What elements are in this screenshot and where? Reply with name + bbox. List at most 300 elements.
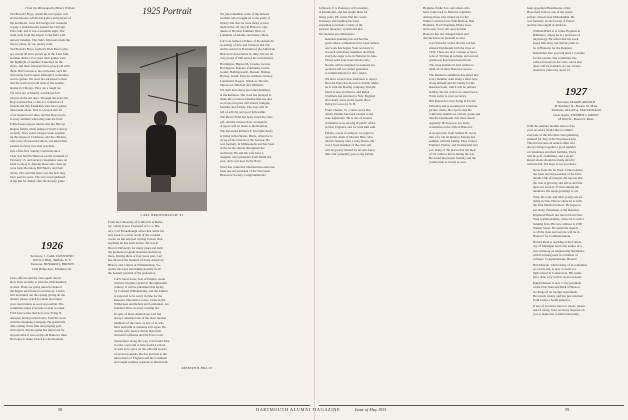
- text-line: was formerly in Minneapolis and has been: [220, 142, 275, 147]
- paragraph: [4, 47, 100, 90]
- class-1927-officers: [527, 100, 625, 122]
- text-line: Mack is now in Denver, and Ralph: [325, 89, 370, 94]
- text-line: living in New Haven where he is with: [533, 199, 582, 204]
- photo-caption: CARL BRIDENBAUGH '25: [140, 213, 184, 217]
- text-line: lost its games. We were not surprised to hear: [10, 77, 67, 82]
- text-line: report the death of Morton Hale, who: [325, 134, 373, 139]
- text-line: wives, who said the snow was the best they: [10, 170, 66, 175]
- text-line: have done very well in recent seasons.: [533, 275, 582, 280]
- text-line: the Yale Medical School. He hopes to: [533, 203, 581, 208]
- text-line: Reunion planning has reached the: [325, 37, 369, 42]
- text-line: of classmates and their families. There: [527, 149, 577, 154]
- text-line: anything he has done before. He was at: [108, 241, 159, 246]
- text-line: been appointed Headmaster of the: [527, 6, 571, 10]
- footer-rule: [4, 405, 310, 406]
- text-line: Word has come that Sherman Knowles has: [220, 164, 275, 169]
- paragraph: [319, 131, 415, 157]
- text-line: should be placed by April 15.: [533, 68, 571, 73]
- text-line: Somewhere along the way, Carl found time: [114, 338, 170, 343]
- text-line: Carl's latest book, Seat of Empire, deals: [114, 276, 165, 281]
- text-line: many years. He writes that his course: [319, 14, 367, 19]
- text-line: universities of England and the Continent: [114, 355, 168, 360]
- text-line: Raymond Beach has moved from New: [533, 213, 583, 218]
- page-number-right: 59: [565, 407, 570, 412]
- text-line: on the slopes of Cranmore, and the children,: [10, 135, 67, 140]
- text-line: always brings together a good number: [527, 145, 576, 150]
- text-line: time raising citrus fruit and playing golf,: [10, 324, 62, 329]
- text-line: postwar monetary system and that: [319, 27, 363, 32]
- text-line: of the First National Bank of Boston,: [533, 285, 581, 290]
- paragraph: [214, 165, 310, 178]
- paragraph: [423, 99, 519, 129]
- text-line: Harrington, Hepworth, Cowles, Gerow,: [220, 61, 271, 66]
- treasurer-1926: Treasurer, HOWARD S. BROWN: [30, 262, 74, 267]
- text-line: have seen in years. The old crowd gathered: [10, 174, 66, 179]
- text-line: is living in Rochester, Minn., where he is: [220, 133, 273, 138]
- text-line: who were all seasoned skiers, out-skied their: [10, 139, 68, 144]
- signature: KENNETH H. HILL '25: [181, 365, 212, 370]
- text-line: it every summer when they take the field.: [10, 116, 63, 121]
- text-line: received and we cannot guarantee: [325, 66, 369, 71]
- text-line: Sherwood, Mitchell and Williams.: [220, 82, 264, 87]
- text-line: Reunion book, which will be printed: [429, 85, 476, 90]
- text-line: keeps him busy, but that he plans to: [533, 41, 579, 46]
- text-line: parents in every race that was held.: [10, 143, 55, 148]
- text-line: Chalmers has returned to New England: [325, 93, 376, 98]
- text-line: Harvey, Grudi, Parsons, Johnson, Kelsey,: [220, 74, 273, 79]
- text-line: died in January after a long illness. He: [325, 139, 375, 144]
- paragraph: [108, 312, 212, 338]
- text-line: the northwest, were in Chicago last weekend: [10, 20, 68, 25]
- text-line: classmates at the 25th in Hanover.: [429, 124, 473, 129]
- secretary-1927: Secretary, DOANE ARNOLD: [556, 100, 596, 104]
- text-line: have come back to Hanover regularly.: [423, 10, 472, 15]
- text-line: these will be available at cost. Orders: [533, 64, 581, 69]
- text-line: his students are enthusiastic.: [319, 31, 356, 36]
- text-line: recently. They spent a happy week together: [10, 130, 66, 135]
- text-line: everyone eager to be in Hanover in June.: [325, 54, 378, 59]
- text-line: there are several '27 men among the: [533, 184, 579, 189]
- text-line: at Dartmouth, and has taught there for: [319, 10, 368, 15]
- text-line: History and Culture at Williamsburg, Va.,: [108, 262, 161, 267]
- text-line: very proud of him and of his contribution.: [220, 55, 274, 60]
- text-line: that the team won both ends of the double-: [10, 81, 65, 86]
- paragraph: [4, 276, 100, 310]
- text-line: February 15, and several classmates were on: [10, 157, 67, 162]
- text-line: expanded to include a study of the: [319, 23, 363, 27]
- text-line: your secretary would like to remind: [527, 128, 573, 133]
- text-line: have seen him at reunions will agree. He: [114, 324, 166, 329]
- text-line: The Pierce Fund has been voted the class: [220, 115, 273, 120]
- text-line: Wilderness and Rebels and Gentlemen, are: [114, 302, 169, 307]
- text-line: your reservations as soon as possible. The: [10, 301, 64, 306]
- text-line: we hope everyone will attend, bringing: [220, 101, 270, 106]
- text-line: in charge of its foreign department.: [533, 289, 578, 294]
- text-line: that the Inn is as pleasant as ever.: [423, 35, 466, 40]
- text-line: them all on their Hanover careers.: [429, 66, 473, 71]
- text-line: A report will be made at the Reunion.: [220, 123, 268, 128]
- text-line: We shall have these and other members: [220, 88, 271, 93]
- text-line: Among those who turned up for the: [423, 14, 469, 19]
- text-line: gift, and the trustees have accepted it.: [220, 119, 268, 124]
- text-line: Ted Brown's Boys, formerly Dick Rice's play-: [10, 47, 69, 52]
- text-line: century. It will be published this spring: [114, 285, 164, 290]
- text-line: ers, nearly all have grown up in the Lake Min-: [10, 51, 70, 56]
- paragraph: [423, 6, 519, 40]
- text-line: Brainerd, Fred Chapman, Henry Geer,: [423, 23, 472, 27]
- text-line: Finally, a note of sadness: we regret to: [325, 130, 375, 135]
- text-line: with the Inn. We hope to see you there.: [527, 162, 577, 167]
- text-line: Hanover for Commencement.: [533, 234, 571, 239]
- paragraph: [527, 195, 625, 212]
- paragraph: [214, 88, 310, 114]
- paragraph: [423, 73, 519, 99]
- text-line: new book is a sober study of the colonial: [108, 232, 161, 237]
- text-line: make the occasion a memorable one and: [220, 96, 272, 101]
- text-line: point where committees have been named: [325, 41, 379, 46]
- source-line: From the Minneapolis (Minn.) Tribune: [25, 6, 75, 10]
- text-line: of us learned over time, and the Boys prove: [10, 112, 66, 117]
- text-line: Rooms will be assigned as requests are: [325, 62, 375, 67]
- text-line: between California and the East Coast.: [114, 333, 164, 338]
- text-line: has been elected president of the Dart-: [533, 172, 583, 177]
- text-line: Harold Ryan is teaching at the Univer-: [533, 240, 583, 245]
- text-line: nobody missing. The club's followers made the: [10, 37, 71, 42]
- address-1926a: 300 W. 6 Bldg., Buffalo, N. Y.: [32, 258, 72, 263]
- text-line: News from the far West: Clinton Ames: [533, 167, 583, 172]
- text-line: Academy of Arts and Sciences last fall,: [220, 43, 271, 48]
- text-line: than talent alone. That is a lesson that all: [10, 108, 62, 113]
- paragraph: [4, 91, 100, 121]
- paragraph: [319, 37, 415, 75]
- text-line: friends and that friendship wins more games: [10, 104, 67, 109]
- left-column-1-lower: [4, 276, 100, 404]
- paragraph: [4, 311, 100, 341]
- text-line: Eddie Pease reports that he met the Harvey: [10, 122, 65, 127]
- text-line: be in Hanover for the Reunion.: [533, 45, 573, 50]
- paragraph: [527, 168, 625, 194]
- text-line: as well as to serve on the editorial boards: [114, 347, 167, 352]
- text-line: sons of '26 men in college, and several: [429, 54, 479, 59]
- text-line: and he has been publishing steadily in all: [108, 266, 161, 271]
- text-line: From the University of California at Berke-: [108, 220, 164, 224]
- text-line: the learned journals of the profession.: [108, 271, 157, 275]
- text-line: and has also taught at Andover.: [527, 23, 567, 27]
- text-line: teachers who brought us to the study of: [220, 16, 271, 21]
- text-line: with the Virginia capital in the eighteenth: [114, 280, 167, 285]
- paragraph: [527, 213, 625, 239]
- text-line: regularly. He hopes to see many: [429, 120, 470, 125]
- text-line: grandsons have been heard from.: [429, 58, 472, 63]
- paragraph: [214, 129, 310, 163]
- text-line: saw many of the places that the men: [429, 147, 476, 152]
- text-line: the club is growing and active and that: [533, 180, 583, 185]
- text-line: by Colonial Williamsburg, and the edition: [114, 289, 168, 294]
- text-line: Gould, Hollingsworth, Pierson, Dunlap,: [220, 70, 271, 75]
- secretary-1926: Secretary, J. CARL TOWNSEND: [30, 254, 74, 258]
- text-line: you to make this column interesting.: [533, 312, 580, 317]
- text-line: standard titles on every reading list.: [114, 306, 160, 311]
- text-line: in June. Plans are going ahead to make it: [10, 284, 63, 289]
- text-line: Fred Lunt writes that he is now living in: [10, 311, 62, 316]
- text-line: members. He sends greetings to all.: [533, 189, 579, 194]
- paragraph: [4, 12, 100, 46]
- text-line: to play a doubleheader against the Chicago: [10, 24, 65, 29]
- text-line: ordered blazers in the class colors and: [533, 59, 582, 64]
- text-line: every member send along a short note: [429, 76, 478, 81]
- text-line: accommodations for late comers.: [325, 71, 368, 76]
- text-line: Ted Brown's Boys, whom the newspaper writ-: [10, 12, 70, 16]
- text-line: Hopkins, Eddie Fox, and others who: [423, 6, 470, 10]
- text-line: history and that we were lucky to hear: [220, 20, 269, 25]
- text-line: living in Concord, N. H.: [325, 102, 357, 107]
- text-line: of several journals. He has lectured at the: [114, 351, 167, 356]
- text-line: will be golf, swimming, and a picnic.: [527, 153, 575, 158]
- text-line: sity of Michigan and is the author of a: [533, 244, 582, 249]
- left-column-1: [4, 12, 100, 238]
- paragraph: [4, 149, 100, 183]
- text-line: which is being used in a number of: [533, 252, 578, 257]
- text-line: Haverford School, one of the oldest: [527, 10, 573, 15]
- text-line: Historical Society. Congratulations!: [220, 173, 266, 178]
- text-line: banking firm. His new address is 1500: [533, 221, 583, 226]
- text-line: Winter Carnival were Walt Hanlon, Bud: [423, 18, 475, 23]
- paragraph: [423, 41, 519, 71]
- text-line: send it along. Your secretary depends on: [533, 307, 585, 312]
- class-year-1926: 1926: [41, 240, 63, 252]
- text-line: Polo club, and it was a beautiful sight. The: [10, 29, 65, 33]
- text-line: This has become an annual affair and: [527, 141, 575, 145]
- text-line: he is with the Boeing company. Dwight: [325, 85, 376, 90]
- text-line: rector of the Church of the Saviour. He: [220, 137, 270, 142]
- text-line: In spite of these distinctions Carl has: [114, 312, 162, 317]
- text-line: full of activity and good fellowship.: [220, 109, 266, 114]
- paragraph: [319, 6, 415, 36]
- text-line: active in the church throughout the: [220, 146, 265, 151]
- text-line: were Jack Morrison, Bill Harris, and their: [10, 166, 64, 171]
- paragraph: [527, 124, 625, 167]
- page-number-left: 58: [58, 407, 63, 412]
- class-year-1927: 1927: [565, 86, 587, 98]
- text-line: the highlight of summer Saturdays on the: [10, 60, 63, 65]
- text-line: the largest and finest in our history. Letters: [10, 288, 65, 293]
- text-line: at the Inn for dinner after the hockey game.: [10, 179, 66, 184]
- paragraph: [214, 12, 310, 38]
- text-line: netonka district. For years their games were: [10, 55, 66, 60]
- right-column-3-lower: [527, 124, 625, 402]
- magazine-title: DARTMOUTH ALUMNI MAGAZINE: [256, 407, 341, 412]
- text-line: for the parade. The committee has: [533, 55, 577, 60]
- text-line: Rogers family while skiing at North Conway: [10, 126, 68, 131]
- text-line: in May. Do not wait to be asked twice.: [429, 89, 479, 94]
- text-line: tory, Carl Bridenbaugh writes that while his: [108, 228, 164, 233]
- text-line: daughter who graduated from Smith last: [220, 154, 272, 159]
- paragraph: [527, 263, 625, 280]
- text-line: Historical Association in 1962. We are all: [220, 51, 274, 56]
- text-line: to raise a son and to help found a school,: [114, 343, 167, 348]
- text-line: He hopes to make it back for the Reunion.: [10, 336, 64, 341]
- paragraph: [319, 108, 415, 129]
- text-line: with the telephone company. He spends his: [10, 319, 66, 324]
- text-line: Walnut Street. He sends his regards: [533, 225, 579, 230]
- text-line: trip by plane, by car, and by train.: [10, 41, 54, 46]
- paragraph: [527, 29, 625, 50]
- right-column-1: [319, 6, 415, 402]
- paragraph: [319, 77, 415, 107]
- text-line: players in the old days. Through the years the: [10, 95, 69, 100]
- text-line: new textbook on engineering mechanics: [533, 248, 585, 253]
- text-line: Lieutenant, Rogers, Winslow, Merrill,: [220, 78, 269, 83]
- text-line: Remember also you will need a costume: [533, 51, 585, 56]
- text-line: With the summer months ahead of us,: [527, 124, 576, 128]
- right-column-3-top: [527, 6, 625, 84]
- text-line: thinks of Herbert Faulkner West, of: [220, 29, 266, 33]
- paragraph: [108, 277, 212, 311]
- text-line: state legislature. He is one of several: [325, 116, 372, 121]
- text-line: Baltimore, where he is a professor of: [533, 32, 581, 37]
- text-line: and reports that his game has improved far: [10, 328, 65, 333]
- text-line: been elected president of the Worcester: [220, 169, 271, 174]
- paragraph: [108, 339, 212, 365]
- paragraph: [527, 51, 625, 72]
- text-line: as a track star, is now a coach at a: [533, 266, 577, 271]
- text-line: mouth Club of Oregon. He reports that: [533, 176, 583, 181]
- text-line: members of the class, as any of us who: [114, 320, 164, 325]
- text-line: is expected to be ready in time for the: [114, 293, 163, 298]
- paragraph: [527, 6, 625, 27]
- text-line: in New England, and we wish him well.: [325, 124, 377, 129]
- text-line: shore, and their followers have grown old with: [10, 64, 70, 69]
- text-line: everyone of the informal class gathering: [527, 132, 579, 137]
- text-line: A recent letter from Samuel B. Gerry: [429, 130, 477, 135]
- text-line: England, France, and Switzerland and: [429, 143, 478, 148]
- text-line: Arizona, having retired early from his work: [10, 315, 66, 320]
- left-column-2: [108, 220, 212, 404]
- text-line: towns, he has enjoyed writing it more than: [108, 237, 163, 241]
- text-line: One of the first Sunday Carnivals since: [10, 149, 61, 154]
- page-header-title: 1925 Portrait: [142, 6, 192, 16]
- text-line: classmates now serving in public office: [325, 120, 376, 125]
- text-line: always remained one of the most modest: [114, 316, 167, 321]
- text-line: the graduate program in American history: [108, 249, 162, 254]
- text-line: Albert Perkins has been elected to the: [325, 112, 374, 117]
- text-line: The class extends its best wishes to: [429, 62, 474, 67]
- text-line: Write today to your secretary.: [429, 93, 467, 98]
- text-line: The Reunion committee has asked that: [429, 72, 479, 77]
- text-line: Bob Duncan, whom many of us remember: [533, 262, 588, 267]
- paragraph: [527, 281, 625, 302]
- issue-date: Issue of May 1951: [355, 407, 387, 412]
- text-line: ley, which is now Professor of U. S. His-: [108, 224, 161, 229]
- text-line: in touch with many members and finds: [325, 49, 375, 54]
- text-line: club never lost its spirit although it sometimes: [10, 72, 69, 77]
- paragraph: [214, 115, 310, 128]
- text-line: from a trip to South America.: [533, 298, 571, 303]
- text-line: private schools near Philadelphia. He: [527, 14, 575, 19]
- class-agent-1927: Class Agent, STEPHEN J. GREEN: [553, 112, 599, 117]
- paragraph: [214, 62, 310, 88]
- text-line: them. Bill Lawrence, the old leader, says the: [10, 68, 67, 73]
- address-1927b: 18 Wall St., Boston 9, Mass.: [557, 116, 595, 121]
- text-line: details; please watch for them and return: [10, 297, 62, 302]
- text-line: to all the class and says he will be in: [533, 230, 580, 235]
- address-1927a: 30 Newbury St., Boston 16, Mass.: [554, 104, 598, 109]
- paragraph: [423, 131, 519, 165]
- text-line: will be mailed out this spring giving all the: [10, 293, 65, 297]
- text-line: ers hereabouts call the Dick Rice ball players of: [10, 16, 72, 21]
- text-line: Please send your reservations early.: [325, 58, 371, 63]
- text-line: tells of a trip he made to Europe last: [429, 134, 476, 139]
- text-line: at the Reunion. The class has pledged to: [220, 92, 272, 97]
- text-line: 1941 was held in Hanover on the weekend of: [10, 153, 68, 158]
- text-line: and his wife Jessica divide their time: [114, 329, 162, 334]
- portrait-photo: [117, 46, 207, 211]
- text-line: New York recently to plan the 25th Reunion: [10, 280, 67, 285]
- text-line: If any of you have news to report, please: [533, 303, 585, 308]
- text-line: We just remember some of the famous: [220, 12, 270, 16]
- text-line: physiology. He writes that his work: [533, 37, 579, 42]
- text-line: Reunion. His earlier works, Cities in the: [114, 297, 166, 302]
- text-line: see many classmates at the Reunion.: [533, 207, 580, 212]
- text-line: team went from the airport to the field with: [10, 33, 66, 38]
- text-line: colleges. Congratulations, Harold!: [533, 257, 577, 262]
- text-line: Palisades and is working for a motion: [429, 103, 478, 108]
- text-line: was formerly on the faculty at Exeter: [527, 18, 575, 23]
- text-line: of '26 came to know during the war.: [429, 151, 475, 156]
- text-line: picture studio. He reports that the: [429, 107, 472, 112]
- paragraph: [108, 220, 212, 275]
- text-line: Lambuth, of Adams, and many others.: [220, 33, 269, 38]
- text-line: planned for July at the Woodstock Inn.: [527, 136, 577, 141]
- text-line: Bill Peterson is now living in Pacific: [429, 99, 476, 104]
- text-line: has directed the Institute of Early American: [108, 258, 164, 263]
- text-line: beyond what it was on the old Hanover links.: [10, 332, 68, 337]
- text-line: year, and a son now in the Navy.: [220, 159, 262, 164]
- text-line: and Lester Scott. All reported that: [423, 27, 467, 32]
- text-line: Boys learned that a club is a collection of: [10, 99, 63, 104]
- text-line: Ralph Hanson is now a vice president: [533, 281, 582, 286]
- class-1926-officers: [4, 254, 100, 274]
- text-line: We have several new addresses to report.: [325, 76, 378, 81]
- text-line: The Reverend Richard P. Ward (Richard): [220, 129, 273, 134]
- text-line: Toby, his wife, and their young son are: [533, 194, 583, 199]
- text-line: summer with his family. They visited: [429, 139, 477, 144]
- text-line: northwest. He and his wife have a: [220, 150, 264, 155]
- text-line: Harringron, Roberts, Fairbanks, Curtis,: [220, 65, 271, 70]
- text-line: after many years in the South. He is: [325, 98, 371, 103]
- text-line: entered Dartmouth with the class of: [429, 45, 475, 50]
- text-line: that the Dartmouth club there meets: [429, 116, 475, 121]
- text-line: Hanover has not changed much and: [423, 31, 469, 36]
- text-line: in money and banking has been: [319, 18, 360, 23]
- address-1926b: 1041 Ridge Ave., Evanston, Ill.: [32, 266, 72, 271]
- text-line: hand to enjoy it. Among those who came up: [10, 162, 67, 167]
- text-line: From Chester, Vt., comes word that: [325, 107, 371, 112]
- paragraph: [527, 304, 625, 317]
- text-line: Jefferson. It is Professor of Economics: [319, 6, 369, 10]
- text-line: about himself and his family for the: [429, 81, 475, 86]
- text-line: Carl was named a Fellow of the American: [220, 38, 274, 43]
- text-line: He found the people friendly and the: [429, 156, 476, 161]
- paragraph: [214, 39, 310, 60]
- text-line: will be greatly missed by all who knew: [325, 147, 376, 152]
- text-line: Brown University for many years and built: [108, 245, 163, 250]
- text-line: He travels widely and has just returned: [533, 293, 583, 298]
- right-column-2: [423, 6, 519, 402]
- text-line: California alumni are a lively group and: [429, 112, 481, 117]
- left-column-3: [214, 12, 310, 404]
- text-line: and taught summer sessions at Dartmouth.: [114, 360, 169, 365]
